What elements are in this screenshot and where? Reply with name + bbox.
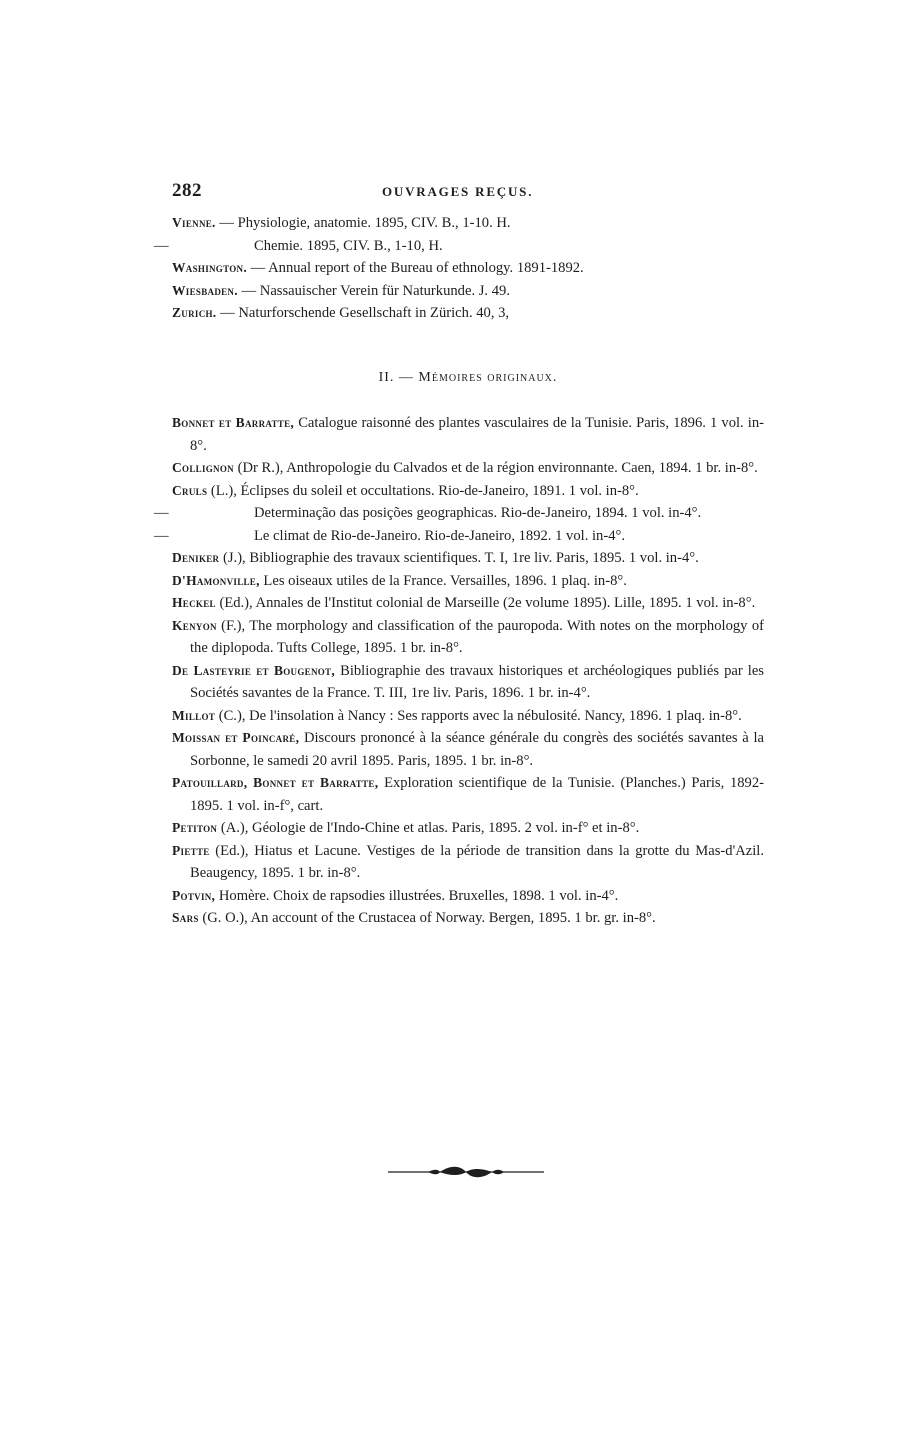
- entry-text: (A.), Géologie de l'Indo-Chine et atlas. Paris, 1895. 2 vol. in-f° et in-8°.: [217, 820, 640, 836]
- section-heading: [172, 370, 764, 386]
- list-item: [172, 480, 764, 503]
- entry-text: (F.), The morphology and classification of the pauropoda. With notes on the morphology of the diplopoda. Tufts College, 1895. 1 br. in-8°.: [190, 617, 764, 656]
- end-ornament-icon: [388, 1160, 544, 1184]
- page-header: [172, 180, 762, 202]
- list-item: [172, 412, 764, 457]
- entry-text: (Dr R.), Anthropologie du Calvados et de la région environnante. Caen, 1894. 1 br. in-8°.: [233, 460, 758, 476]
- entry-text: Les oiseaux utiles de la France. Versailles, 1896. 1 plaq. in-8°.: [259, 572, 627, 589]
- entry-name: Washington.: [172, 260, 248, 275]
- entry-text: — Physiologie, anatomie. 1895, CIV. B., 1-10. H.: [215, 215, 511, 231]
- entry-text: (Ed.), Annales de l'Institut colonial de Marseille (2e volume 1895). Lille, 1895. 1 vol. in-8°.: [215, 595, 756, 611]
- entry-text: Le climat de Rio-de-Janeiro. Rio-de-Janeiro, 1892. 1 vol. in-4°.: [254, 527, 625, 544]
- entry-name: Petiton: [172, 820, 218, 835]
- entry-text: (L.), Éclipses du soleil et occultations. Rio-de-Janeiro, 1891. 1 vol. in-8°.: [207, 482, 639, 499]
- list-item: [172, 840, 764, 885]
- list-item: [172, 570, 764, 593]
- entry-text: (J.), Bibliographie des travaux scientifiques. T. I, 1re liv. Paris, 1895. 1 vol. in-4°.: [219, 550, 699, 566]
- entry-text: Discours prononcé à la séance générale du congrès des sociétés savantes à la Sorbonne, le samedi 20 avril 1895. Paris, 1895. 1 br. in-8°.: [190, 730, 764, 769]
- entry-name: Kenyon: [172, 617, 217, 633]
- entry-name: D'Hamonville,: [172, 572, 260, 588]
- entry-text: (Ed.), Hiatus et Lacune. Vestiges de la période de transition dans la grotte du Mas-d'Azil. Beaugency, 1895. 1 br. in-8°.: [190, 842, 764, 881]
- ditto-dash: —: [154, 237, 169, 254]
- ditto-dash: —: [154, 505, 169, 521]
- list-item: [172, 257, 764, 280]
- entry-name: Bonnet et Barratte,: [172, 415, 295, 430]
- list-item: [172, 457, 764, 480]
- entry-text: Catalogue raisonné des plantes vasculaires de la Tunisie. Paris, 1896. 1 vol. in-8°.: [190, 415, 765, 454]
- running-head: OUVRAGES REÇUS.: [382, 184, 534, 199]
- section-numeral: II. —: [378, 370, 419, 385]
- list-item: [172, 907, 764, 930]
- entry-name: Patouillard, Bonnet et Barratte,: [172, 775, 379, 790]
- list-item: [172, 705, 764, 728]
- entry-name: Collignon: [172, 460, 234, 475]
- entry-name: Zurich.: [172, 305, 217, 320]
- entry-text: Bibliographie des travaux historiques et archéologiques publiés par les Sociétés savantes de la France. T. III, 1re liv. Paris, 1896. 1 br. in-4°.: [190, 662, 764, 701]
- entry-name: Potvin,: [172, 887, 216, 903]
- entry-text: — Naturforschende Gesellschaft in Zürich. 40, 3,: [216, 305, 510, 321]
- list-item: [172, 547, 764, 570]
- list-item: [172, 727, 764, 772]
- entry-text: Homère. Choix de rapsodies illustrées. Bruxelles, 1898. 1 vol. in-4°.: [215, 887, 619, 904]
- entry-name: Heckel: [172, 595, 216, 610]
- list-item: [172, 615, 764, 660]
- entry-name: Millot: [172, 707, 216, 723]
- entry-text: Determinação das posições geographicas. Rio-de-Janeiro, 1894. 1 vol. in-4°.: [254, 505, 702, 521]
- list-item: [172, 212, 764, 235]
- periodicals-list: [154, 212, 764, 325]
- list-item: [172, 302, 764, 325]
- section-title: Mémoires originaux.: [418, 370, 558, 385]
- list-item: [154, 235, 764, 258]
- list-item: [172, 280, 764, 303]
- entry-text: Chemie. 1895, CIV. B., 1-10, H.: [254, 237, 443, 254]
- list-item: [172, 772, 764, 817]
- entry-name: Cruls: [172, 482, 208, 498]
- list-item: [154, 502, 764, 525]
- entry-text: — Nassauischer Verein für Naturkunde. J. 49.: [237, 282, 510, 299]
- entry-name: Piette: [172, 842, 210, 858]
- entry-text: — Annual report of the Bureau of ethnology. 1891-1892.: [247, 260, 584, 276]
- entry-name: Vienne.: [172, 215, 216, 230]
- list-item: [172, 660, 764, 705]
- entry-name: Moissan et Poincaré,: [172, 730, 300, 745]
- entry-name: Wiesbaden.: [172, 282, 238, 298]
- list-item: [172, 885, 764, 908]
- list-item: [154, 525, 764, 548]
- entry-name: De Lasteyrie et Bougenot,: [172, 662, 336, 678]
- entry-text: Exploration scientifique de la Tunisie. (Planches.) Paris, 1892-1895. 1 vol. in-f°, cart.: [190, 775, 764, 814]
- entry-text: (G. O.), An account of the Crustacea of Norway. Bergen, 1895. 1 br. gr. in-8°.: [198, 910, 656, 926]
- entry-text: (C.), De l'insolation à Nancy : Ses rapports avec la nébulosité. Nancy, 1896. 1 plaq. in-8°.: [215, 707, 742, 724]
- ditto-dash: —: [154, 527, 169, 544]
- memoirs-list: [154, 412, 765, 930]
- list-item: [172, 592, 764, 615]
- list-item: [172, 817, 764, 840]
- page-number: 282: [172, 180, 202, 201]
- entry-name: Deniker: [172, 550, 220, 565]
- entry-name: Sars: [172, 910, 199, 925]
